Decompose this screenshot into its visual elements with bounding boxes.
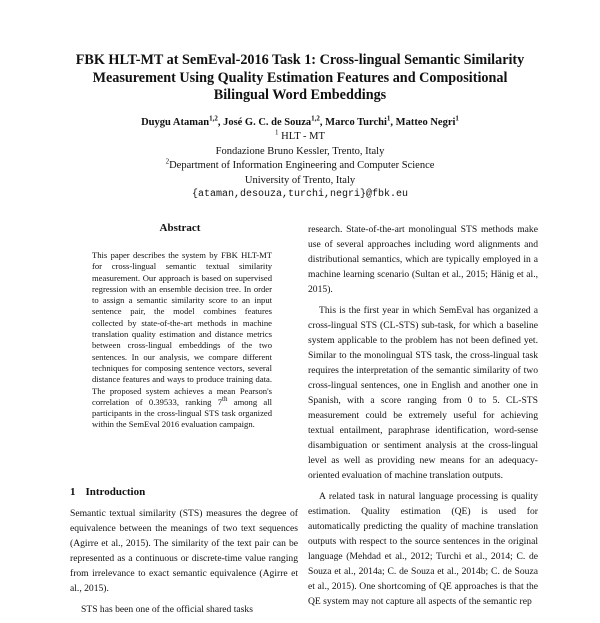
- title-line-1: FBK HLT-MT at SemEval-2016 Task 1: Cross-lingual Semantic Similarity: [75, 52, 525, 68]
- section-heading-introduction: [70, 486, 145, 498]
- right-column-body: [308, 222, 538, 615]
- affiliation-1-line-1: HLT - MT: [278, 131, 325, 143]
- introduction-body: [70, 506, 298, 623]
- author-2: , José G. C. de Souza: [217, 117, 312, 128]
- affiliation-1-line-2: Fondazione Bruno Kessler, Trento, Italy: [215, 145, 385, 157]
- section-title: Introduction: [85, 486, 146, 498]
- affiliation-2-marker: 2: [165, 157, 170, 166]
- author-1: Duygu Ataman: [141, 117, 210, 128]
- abstract-body: [92, 250, 272, 431]
- author-block: [60, 116, 540, 202]
- abstract-text-1: This paper describes the system by FBK HLT-MT for cross-lingual semantic textual similarity measurement. Our approach is based on supervised regression with an ensemble decision tree. In order to assign a semantic similarity score to an input sentence pair, the model combines features collected by state-of-the-art methods in machine translation quality estimation and distance metrics between cross-lingual embeddings of the two sentences. In our analysis, we compare different techniques for composing sentence vectors, several distance features and ways to produce training data. The proposed system achieves a mean Pearson's correlation of 0.39533, ranking 7: [92, 250, 272, 407]
- abstract-text-2: among all participants in the cross-lingual STS task organized within the SemEval 2016 evaluation campaign.: [92, 396, 272, 430]
- intro-paragraph-2: STS has been one of the official shared tasks: [81, 604, 253, 615]
- paper-title: [60, 52, 540, 105]
- title-line-2: Measurement Using Quality Estimation Features and Compositional: [92, 69, 508, 86]
- author-4-affil: 1: [455, 114, 459, 123]
- section-number: 1: [70, 486, 76, 498]
- author-3-affil: 1: [386, 114, 391, 123]
- affiliation-2: [60, 159, 540, 173]
- affiliation-2-line-2: University of Trento, Italy: [244, 174, 356, 186]
- abstract-heading: Abstract: [159, 222, 201, 234]
- abstract-rank-suffix: th: [222, 395, 228, 403]
- author-1-affil: 1,2: [209, 114, 218, 123]
- affiliation-1-marker: 1: [275, 128, 279, 137]
- title-line-3: Bilingual Word Embeddings: [213, 87, 387, 103]
- affiliation-2-line-1: Department of Information Engineering and Computer Science: [169, 160, 435, 172]
- author-3: , Marco Turchi: [319, 117, 387, 128]
- author-emails: {ataman,desouza,turchi,negri}@fbk.eu: [191, 189, 409, 201]
- right-paragraph-2: This is the first year in which SemEval has organized a cross-lingual STS (CL-STS) sub-task, for which a baseline system applicable to the problem has not been defined yet. Similar to the monolingual STS task, the cross-lingual task requires the interpretation of the semantic similarity of two cross-lingual sentences, one in English and another one in Spanish, with a score ranging from 0 to 5. CL-STS measurement could be extremely useful for achieving textual entailment, paraphrase identification, word-sense disambiguation or sentiment analysis at the cross-lingual level as well as providing new means for an adequacy-oriented evaluation of machine translation outputs.: [308, 305, 538, 481]
- affiliation-1: [60, 130, 540, 144]
- right-paragraph-1: research. State-of-the-art monolingual STS methods make use of several approaches including word alignments and distributional semantics, which are typically employed in a machine learning scenario (Sultan et al., 2015; Hänig et al., 2015).: [308, 224, 538, 295]
- author-4: , Matteo Negri: [390, 117, 456, 128]
- right-paragraph-3: A related task in natural language processing is quality estimation. Quality estimation (QE) is used for automatically predicting the quality of machine translation outputs with respect to the source sentences in the original language (Mehdad et al., 2012; Turchi et al., 2014; C. de Souza et al., 2014a; C. de Souza et al., 2014b; C. de Souza et al., 2015). One shortcoming of QE approaches is that the QE system may not capture all aspects of the semantic rep: [308, 491, 538, 607]
- intro-paragraph-1: Semantic textual similarity (STS) measures the degree of equivalence between the meanings of two text sequences (Agirre et al., 2015). The similarity of the text pair can be represented as a continuous or discrete-time value ranging from irrelevance to exact semantic equivalence (Agirre et al., 2015).: [70, 508, 298, 594]
- author-2-affil: 1,2: [311, 114, 320, 123]
- author-names: [60, 116, 540, 130]
